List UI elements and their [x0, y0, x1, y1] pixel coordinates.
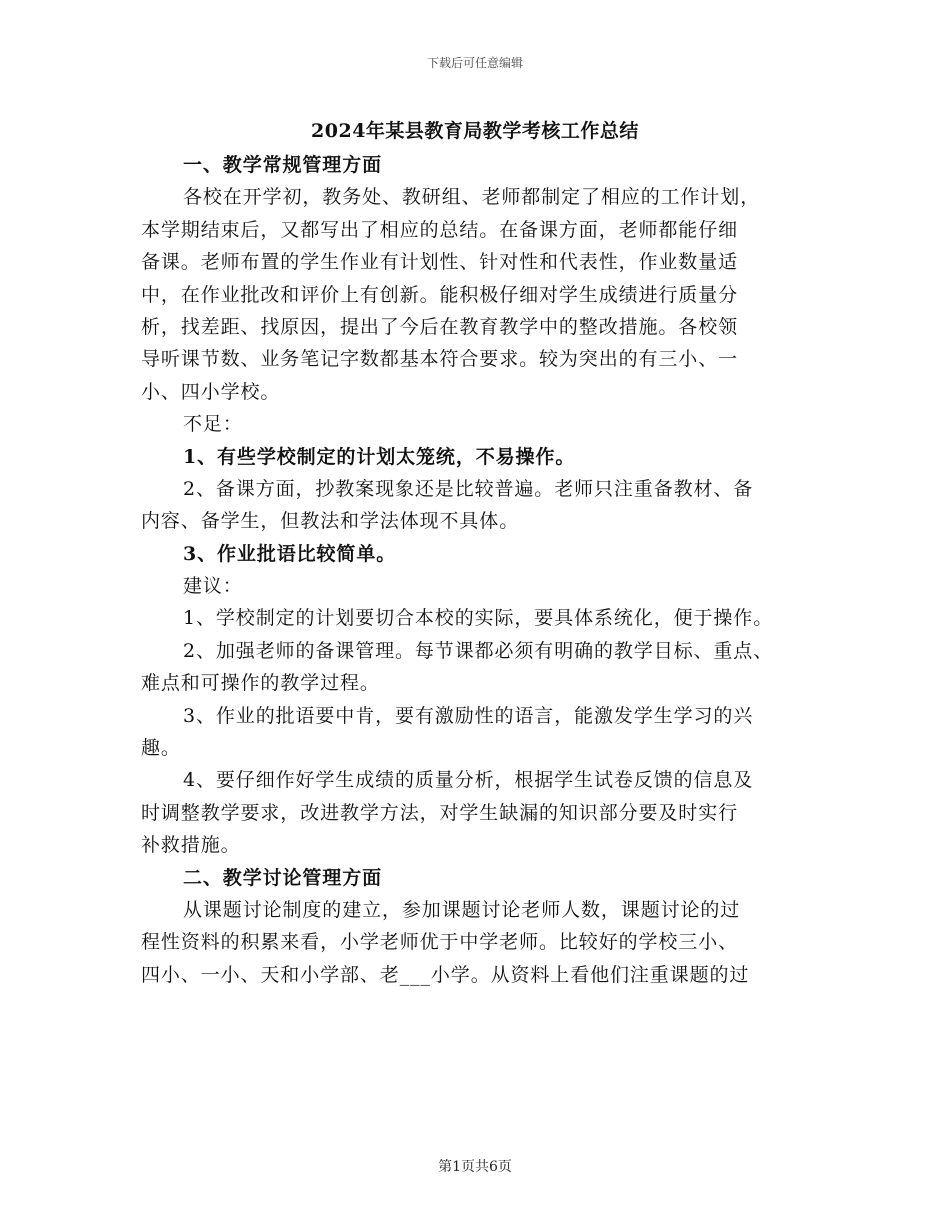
body-text-line: 建议： — [183, 575, 243, 598]
document-body — [141, 149, 821, 991]
body-text-line: 备课。老师布置的学生作业有计划性、针对性和代表性，作业数量适 — [141, 251, 739, 274]
body-text-line: 2、备课方面，抄教案现象还是比较普遍。老师只注重备教材、备 — [183, 477, 754, 500]
body-text-line: 导听课节数、业务笔记字数都基本符合要求。较为突出的有三小、一 — [141, 348, 739, 371]
body-text-line: 程性资料的积累来看，小学老师优于中学老师。比较好的学校三小、 — [141, 931, 739, 954]
body-text-line: 从课题讨论制度的建立，参加课题讨论老师人数，课题讨论的过 — [183, 898, 741, 921]
body-text-line: 3、作业的批语要中肯，要有激励性的语言，能激发学生学习的兴 — [183, 704, 754, 727]
body-text-line: 本学期结束后，又都写出了相应的总结。在备课方面，老师都能仔细 — [141, 218, 739, 241]
body-text-line: 析，找差距、找原因，提出了今后在教育教学中的整改措施。各校领 — [141, 315, 739, 338]
section-heading-line: 1、有些学校制定的计划太笼统，不易操作。 — [183, 445, 576, 468]
body-text-line: 四小、一小、天和小学部、老___小学。从资料上看他们注重课题的过 — [141, 963, 750, 986]
body-text-line: 中，在作业批改和评价上有创新。能积极仔细对学生成绩进行质量分 — [141, 283, 739, 306]
body-text-line: 2、加强老师的备课管理。每节课都必须有明确的教学目标、重点、 — [183, 639, 774, 662]
body-text-line: 不足： — [183, 413, 243, 436]
body-text-line: 时调整教学要求，改进教学方法，对学生缺漏的知识部分要及时实行 — [141, 801, 739, 824]
body-text-line: 趣。 — [141, 737, 181, 760]
section-heading-line: 一、教学常规管理方面 — [183, 154, 383, 176]
page-header-note: 下载后可任意编辑 — [426, 56, 523, 70]
body-text-line: 各校在开学初，教务处、教研组、老师都制定了相应的工作计划， — [183, 186, 761, 209]
page-footer: 第1页共6页 — [438, 1159, 512, 1175]
section-heading-line: 二、教学讨论管理方面 — [183, 866, 383, 889]
body-text-line: 补救措施。 — [141, 834, 241, 857]
body-text-line: 小、四小学校。 — [141, 380, 281, 403]
body-text-line: 1、学校制定的计划要切合本校的实际，要具体系统化，便于操作。 — [183, 607, 774, 630]
body-text-line: 难点和可操作的教学过程。 — [141, 672, 380, 695]
body-text-line: 内容、备学生，但教法和学法体现不具体。 — [141, 510, 520, 533]
document-title: 2024年某县教育局教学考核工作总结 — [311, 120, 639, 142]
section-heading-line: 3、作业批语比较简单。 — [183, 542, 397, 565]
body-text-line: 4、要仔细作好学生成绩的质量分析，根据学生试卷反馈的信息及 — [183, 769, 754, 792]
